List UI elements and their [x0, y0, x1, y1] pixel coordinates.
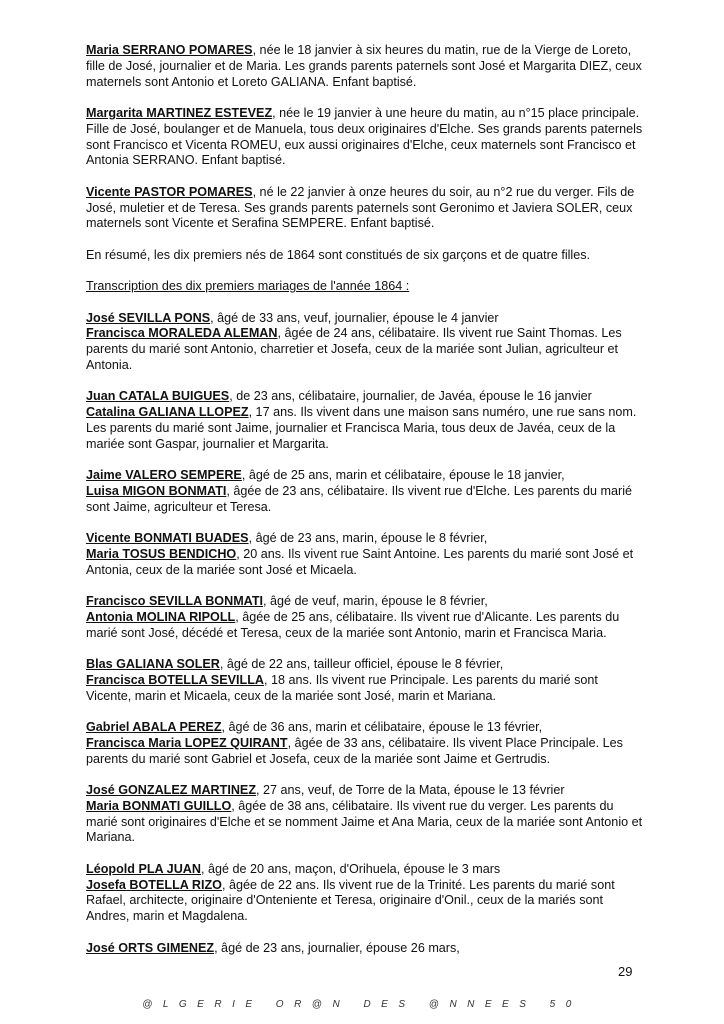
- groom-name: Blas GALIANA SOLER: [86, 657, 220, 672]
- groom-text: , âgé de 33 ans, veuf, journalier, épouse le 4 janvier: [210, 310, 499, 325]
- bride-text: , âgée de 23 ans, célibataire. Ils vivent rue d'Elche. Les parents du marié sont Jaime, agriculteur et Teresa.: [86, 483, 633, 514]
- bride-name: Francisca Maria LOPEZ QUIRANT: [86, 735, 288, 750]
- bride-name: Francisca BOTELLA SEVILLA: [86, 672, 264, 687]
- bride-name: Francisca MORALEDA ALEMAN: [86, 326, 278, 341]
- bride-name: Maria BONMATI GUILLO: [86, 798, 232, 813]
- groom-text: , âgé de 22 ans, tailleur officiel, épouse le 8 février,: [219, 657, 504, 672]
- bride-name: Josefa BOTELLA RIZO: [86, 877, 222, 892]
- document-body: [86, 43, 646, 972]
- person-name: Margarita MARTINEZ ESTEVEZ: [86, 105, 273, 120]
- bride-text: , âgée de 25 ans, célibataire. Ils vivent rue d'Alicante. Les parents du marié sont José, décédé et Teresa, ceux de la mariée sont Antonio, marin et Francisca Maria.: [86, 609, 620, 640]
- entry-text: , né le 22 janvier à onze heures du soir, au n°2 rue du verger. Fils de José, muletier et de Teresa. Ses grands parents paternels sont Geronimo et Javiera SOLER, ceux maternels sont Vicente et Serafina SEMPERE. Enfant baptisé.: [86, 184, 635, 231]
- marriage-entry: [86, 311, 646, 374]
- groom-text: , âgé de 25 ans, marin et célibataire, épouse le 18 janvier,: [241, 468, 565, 483]
- groom-name: Vicente BONMATI BUADES: [86, 531, 249, 546]
- groom-name: Gabriel ABALA PEREZ: [86, 720, 222, 735]
- bride-text: , âgée de 33 ans, célibataire. Ils vivent Place Principale. Les parents du marié sont Gabriel et Josefa, ceux de la mariée sont Jaime et Gertrudis.: [86, 735, 623, 766]
- bride-name: Antonia MOLINA RIPOLL: [86, 609, 236, 624]
- bride-text: , âgée de 38 ans, célibataire. Ils vivent rue du verger. Les parents du marié sont originaires d'Elche et se nomment Jaime et Ana Maria, ceux de la mariée sont Antonio et Mariana.: [86, 798, 643, 845]
- marriages-heading: Transcription des dix premiers mariages de l'année 1864 :: [86, 279, 410, 294]
- marriage-entry: [86, 783, 646, 846]
- person-name: Maria SERRANO POMARES: [86, 43, 253, 57]
- summary-text: En résumé, les dix premiers nés de 1864 sont constitués de six garçons et de quatre filles.: [86, 247, 591, 262]
- groom-name: Francisco SEVILLA BONMATI: [86, 594, 264, 609]
- birth-entry: [86, 185, 646, 232]
- birth-entry: [86, 43, 646, 90]
- bride-name: Luisa MIGON BONMATI: [86, 483, 227, 498]
- marriage-entry: [86, 468, 646, 515]
- groom-text: , âgé de veuf, marin, épouse le 8 février,: [263, 594, 488, 609]
- groom-text: , de 23 ans, célibataire, journalier, de Javéa, épouse le 16 janvier: [229, 389, 592, 404]
- marriage-entry: [86, 862, 646, 925]
- marriage-entry: [86, 941, 646, 957]
- page-footer: @LGERIE OR@N DES @NNEES 50: [142, 999, 582, 1010]
- bride-name: Catalina GALIANA LLOPEZ: [86, 405, 249, 420]
- bride-text: , âgée de 24 ans, célibataire. Ils vivent rue Saint Thomas. Les parents du marié sont Antonio, charretier et Josefa, ceux de la mariée sont Julian, agriculteur et Antonia.: [86, 326, 622, 372]
- bride-text: , 17 ans. Ils vivent dans une maison sans numéro, une rue sans nom. Les parents du marié sont Jaime, journalier et Francisca Maria, tous deux de Javéa, ceux de la mariée sont Gaspar, journalier et Margarita.: [86, 405, 637, 451]
- birth-entry: [86, 106, 646, 169]
- groom-text: , âgé de 23 ans, marin, épouse le 8 février,: [248, 531, 488, 546]
- entry-text: , née le 18 janvier à six heures du matin, rue de la Vierge de Loreto, fille de José, journalier et de Maria. Les grands parents paternels sont José et Margarita DIEZ, ceux maternels sont Antonio et Loreto GALIANA. Enfant baptisé.: [86, 43, 642, 89]
- person-name: Vicente PASTOR POMARES: [86, 184, 253, 199]
- bride-text: , 20 ans. Ils vivent rue Saint Antoine. Les parents du marié sont José et Antonia, ceux de la mariée sont José et Micaela.: [86, 546, 634, 577]
- marriage-entry: [86, 657, 646, 704]
- bride-text: , 18 ans. Ils vivent rue Principale. Les parents du marié sont Vicente, marin et Micaela, ceux de la mariée sont José, marin et Mariana.: [86, 672, 598, 703]
- groom-text: , âgé de 36 ans, marin et célibataire, épouse le 13 février,: [221, 720, 543, 735]
- page-number: 29: [618, 964, 633, 979]
- marriage-entry: [86, 531, 646, 578]
- groom-name: Léopold PLA JUAN: [86, 861, 201, 876]
- groom-text: , âgé de 20 ans, maçon, d'Orihuela, épouse le 3 mars: [200, 861, 501, 876]
- groom-text: , 27 ans, veuf, de Torre de la Mata, épouse le 13 février: [256, 783, 565, 798]
- groom-name: Jaime VALERO SEMPERE: [86, 468, 242, 483]
- marriage-entry: [86, 720, 646, 767]
- bride-text: , âgée de 22 ans. Ils vivent rue de la Trinité. Les parents du marié sont Rafael, architecte, originaire d'Onteniente et Teresa, originaire d'Onil., ceux de la mariés sont Andres, marin et Magdalena.: [86, 877, 615, 924]
- marriage-entry: [86, 389, 646, 452]
- groom-name: José ORTS GIMENEZ: [86, 940, 215, 955]
- groom-name: Juan CATALA BUIGUES: [86, 389, 230, 404]
- groom-text: , âgé de 23 ans, journalier, épouse 26 mars,: [214, 940, 460, 955]
- groom-name: José SEVILLA PONS: [86, 310, 211, 325]
- bride-name: Maria TOSUS BENDICHO: [86, 546, 237, 561]
- marriage-entry: [86, 594, 646, 641]
- groom-name: José GONZALEZ MARTINEZ: [86, 783, 257, 798]
- entry-text: , née le 19 janvier à une heure du matin, au n°15 place principale. Fille de José, boulanger et de Manuela, tous deux originaires d'Elche. Ses grands parents paternels sont Francisco et Vicenta ROMEU, eux aussi originaires d'Elche, ceux maternels sont Francisco et Antonia SERRANO. Enfant baptisé.: [86, 105, 643, 168]
